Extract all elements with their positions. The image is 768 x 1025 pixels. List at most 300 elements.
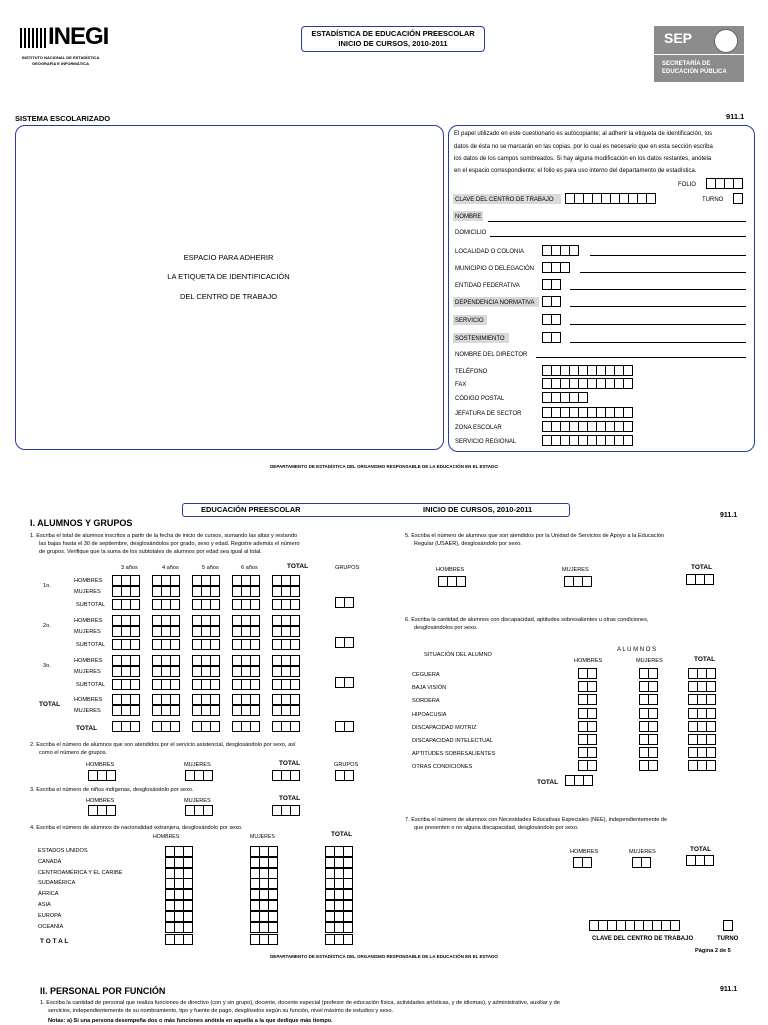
input-cell[interactable]: [183, 911, 193, 922]
q4-mujeres-cells[interactable]: [250, 857, 278, 868]
q4-total-total[interactable]: [325, 934, 353, 945]
sostenimiento-cells[interactable]: [542, 332, 561, 343]
q4-total-hombres[interactable]: [165, 934, 193, 945]
input-cell[interactable]: [344, 637, 354, 648]
q2-grupos-cells[interactable]: [335, 770, 354, 781]
input-cell[interactable]: [587, 747, 597, 758]
q1-grupos-header: GRUPOS: [335, 565, 360, 571]
input-cell[interactable]: [343, 846, 353, 857]
q7-mujeres-cells[interactable]: [632, 857, 651, 868]
q1-total-r2-c2[interactable]: [152, 705, 180, 716]
q1-cells-g1-r3-c2[interactable]: [152, 599, 180, 610]
q4-mujeres-cells[interactable]: [250, 846, 278, 857]
q4-total-cells[interactable]: [325, 878, 353, 889]
q4-total-cells[interactable]: [325, 889, 353, 900]
q4-hombres-cells[interactable]: [165, 911, 193, 922]
q4-hombres-cells[interactable]: [165, 857, 193, 868]
input-cell[interactable]: [183, 900, 193, 911]
input-cell[interactable]: [290, 599, 300, 610]
input-cell[interactable]: [268, 857, 278, 868]
q1-grandtotal-c4[interactable]: [232, 721, 260, 732]
q1-cells-g3-r1-c5[interactable]: [272, 655, 300, 666]
q1-cells-g1-r1-c2[interactable]: [152, 575, 180, 586]
q4-hombres-cells[interactable]: [165, 846, 193, 857]
q1-total-r1-c2[interactable]: [152, 694, 180, 705]
q1-cells-g3-r1-c1[interactable]: [112, 655, 140, 666]
input-cell[interactable]: [706, 734, 716, 745]
input-cell[interactable]: [183, 878, 193, 889]
q6-total-cells[interactable]: [688, 694, 716, 705]
input-cell[interactable]: [170, 705, 180, 716]
dependencia-cells[interactable]: [542, 296, 561, 307]
q1-total-r1-c1[interactable]: [112, 694, 140, 705]
input-cell[interactable]: [587, 734, 597, 745]
localidad-cells[interactable]: [542, 245, 579, 256]
input-cell[interactable]: [250, 599, 260, 610]
q1-total-r1-c3[interactable]: [192, 694, 220, 705]
input-cell[interactable]: [587, 681, 597, 692]
q4-total-cells[interactable]: [325, 922, 353, 933]
q2-mujeres-cells[interactable]: [185, 770, 213, 781]
input-cell[interactable]: [210, 694, 220, 705]
servicio-line[interactable]: [570, 324, 746, 325]
q1-cells-g1-r2-c4[interactable]: [232, 586, 260, 597]
q5-total-cells[interactable]: [686, 574, 714, 585]
country-label: ESTADOS UNIDOS: [38, 848, 88, 854]
input-cell[interactable]: [343, 922, 353, 933]
input-cell[interactable]: [210, 666, 220, 677]
q6-mujeres: MUJERES: [636, 658, 663, 664]
input-cell[interactable]: [210, 721, 220, 732]
input-cell[interactable]: [706, 708, 716, 719]
cp-cells[interactable]: [542, 392, 588, 403]
input-cell[interactable]: [268, 846, 278, 857]
q4-total-cells[interactable]: [325, 900, 353, 911]
q7-hombres-cells[interactable]: [573, 857, 592, 868]
sep-sub2: EDUCACIÓN PÚBLICA: [662, 69, 727, 75]
q1-cells-g3-r2-c5[interactable]: [272, 666, 300, 677]
q4-hombres-cells[interactable]: [165, 922, 193, 933]
q2-mujeres: MUJERES: [184, 762, 211, 768]
input-cell[interactable]: [210, 705, 220, 716]
input-cell[interactable]: [290, 694, 300, 705]
input-cell[interactable]: [170, 599, 180, 610]
fax-cells[interactable]: [542, 378, 633, 389]
q4-total-cells[interactable]: [325, 868, 353, 879]
input-cell[interactable]: [210, 586, 220, 597]
municipio-line[interactable]: [580, 272, 746, 273]
q6-total-cells[interactable]: [565, 775, 593, 786]
q5-hombres: HOMBRES: [436, 567, 465, 573]
q1-cells-g2-r1-c3[interactable]: [192, 615, 220, 626]
jefatura-cells[interactable]: [542, 407, 633, 418]
input-cell[interactable]: [130, 615, 140, 626]
cp-label: CÓDIGO POSTAL: [455, 396, 505, 402]
q1-grandtotal-c3[interactable]: [192, 721, 220, 732]
q6-total-cells[interactable]: [688, 721, 716, 732]
input-cell[interactable]: [648, 747, 658, 758]
q1-cells-g3-r3-c5[interactable]: [272, 679, 300, 690]
input-cell[interactable]: [130, 705, 140, 716]
q1-cells-g3-r1-c4[interactable]: [232, 655, 260, 666]
input-cell[interactable]: [210, 575, 220, 586]
telefono-cells[interactable]: [542, 365, 633, 376]
q4-total-cells[interactable]: [325, 911, 353, 922]
input-cell[interactable]: [343, 868, 353, 879]
q1-cells-g1-r1-c1[interactable]: [112, 575, 140, 586]
input-cell[interactable]: [170, 679, 180, 690]
input-cell[interactable]: [170, 586, 180, 597]
input-cell[interactable]: [587, 721, 597, 732]
input-cell[interactable]: [648, 694, 658, 705]
nombre-line[interactable]: [488, 221, 746, 222]
input-cell[interactable]: [706, 694, 716, 705]
q1-cells-g1-r1-c3[interactable]: [192, 575, 220, 586]
q4-total-cells[interactable]: [325, 846, 353, 857]
input-cell[interactable]: [268, 900, 278, 911]
input-cell[interactable]: [648, 734, 658, 745]
q4-mujeres-cells[interactable]: [250, 911, 278, 922]
input-cell[interactable]: [587, 668, 597, 679]
q1-cells-g3-r2-c4[interactable]: [232, 666, 260, 677]
input-cell[interactable]: [210, 655, 220, 666]
q1-cells-g2-r2-c3[interactable]: [192, 626, 220, 637]
country-label: CANADÁ: [38, 858, 62, 865]
input-cell[interactable]: [210, 626, 220, 637]
q1-cells-g1-r2-c1[interactable]: [112, 586, 140, 597]
dependencia-line[interactable]: [570, 306, 746, 307]
q5-hombres-cells[interactable]: [438, 576, 466, 587]
input-cell[interactable]: [183, 922, 193, 933]
input-cell[interactable]: [250, 705, 260, 716]
q1-cells-g2-r2-c1[interactable]: [112, 626, 140, 637]
q6-mujeres-cells[interactable]: [639, 681, 658, 692]
input-cell[interactable]: [268, 889, 278, 900]
input-cell[interactable]: [343, 889, 353, 900]
input-cell[interactable]: [183, 934, 193, 945]
localidad-label: LOCALIDAD O COLONIA: [455, 249, 525, 255]
input-cell[interactable]: [290, 666, 300, 677]
input-cell[interactable]: [290, 626, 300, 637]
q4-total-cells[interactable]: [325, 857, 353, 868]
input-cell[interactable]: [290, 615, 300, 626]
input-cell[interactable]: [170, 639, 180, 650]
q1-grupos-total[interactable]: [335, 721, 354, 732]
input-cell[interactable]: [250, 694, 260, 705]
q6-mujeres-cells[interactable]: [639, 721, 658, 732]
input-cell[interactable]: [170, 694, 180, 705]
q1-cells-g3-r3-c3[interactable]: [192, 679, 220, 690]
sostenimiento-line[interactable]: [570, 342, 746, 343]
q1-cells-g2-r2-c2[interactable]: [152, 626, 180, 637]
q1-cells-g2-r2-c5[interactable]: [272, 626, 300, 637]
input-cell[interactable]: [130, 655, 140, 666]
q1-total-r1-c4[interactable]: [232, 694, 260, 705]
form-number-1: 911.1: [726, 112, 745, 121]
q1-cells-g1-r3-c4[interactable]: [232, 599, 260, 610]
q1-cells-g1-r2-c2[interactable]: [152, 586, 180, 597]
input-cell[interactable]: [343, 900, 353, 911]
input-cell[interactable]: [648, 668, 658, 679]
q6-mujeres-cells[interactable]: [639, 760, 658, 771]
input-cell[interactable]: [210, 679, 220, 690]
input-cell[interactable]: [290, 655, 300, 666]
q6-hombres-cells[interactable]: [578, 681, 597, 692]
entidad-line[interactable]: [570, 289, 746, 290]
q6-hombres-cells[interactable]: [578, 721, 597, 732]
input-cell[interactable]: [268, 878, 278, 889]
q3-mujeres-cells[interactable]: [185, 805, 213, 816]
q4-mujeres-cells[interactable]: [250, 900, 278, 911]
q6-hombres-cells[interactable]: [578, 760, 597, 771]
condition-label: DISCAPACIDAD MOTRIZ: [412, 724, 477, 731]
hombres-label: HOMBRES: [74, 618, 103, 624]
q6-mujeres-cells[interactable]: [639, 668, 658, 679]
input-cell[interactable]: [210, 615, 220, 626]
q1-cells-g2-r3-c1[interactable]: [112, 639, 140, 650]
turno-cells[interactable]: [733, 193, 743, 204]
q1-cells-g2-r2-c4[interactable]: [232, 626, 260, 637]
q1-grandtotal-c2[interactable]: [152, 721, 180, 732]
q1-cells-g2-r1-c4[interactable]: [232, 615, 260, 626]
q6-hombres-cells[interactable]: [578, 668, 597, 679]
q4-total: TOTAL: [331, 831, 353, 838]
input-cell[interactable]: [268, 911, 278, 922]
input-cell[interactable]: [250, 639, 260, 650]
input-cell[interactable]: [290, 639, 300, 650]
input-cell[interactable]: [343, 857, 353, 868]
header-title2: INICIO DE CURSOS, 2010-2011: [338, 39, 448, 48]
q4-mujeres-cells[interactable]: [250, 868, 278, 879]
input-cell[interactable]: [344, 597, 354, 608]
input-cell[interactable]: [344, 721, 354, 732]
q4-mujeres-cells[interactable]: [250, 889, 278, 900]
q2-grupos: GRUPOS: [334, 762, 359, 768]
q3-hombres-cells[interactable]: [88, 805, 116, 816]
q6-total-cells[interactable]: [688, 668, 716, 679]
input-cell[interactable]: [290, 705, 300, 716]
q1-cells-g1-r1-c5[interactable]: [272, 575, 300, 586]
input-cell[interactable]: [183, 868, 193, 879]
q1-cells-g1-r3-c5[interactable]: [272, 599, 300, 610]
input-cell[interactable]: [183, 889, 193, 900]
q1-total-r1-c5[interactable]: [272, 694, 300, 705]
input-cell[interactable]: [170, 626, 180, 637]
input-cell[interactable]: [648, 681, 658, 692]
q1-cells-g3-r1-c2[interactable]: [152, 655, 180, 666]
input-cell[interactable]: [250, 679, 260, 690]
q1-cells-g3-r3-c4[interactable]: [232, 679, 260, 690]
q1-cells-g3-r3-c2[interactable]: [152, 679, 180, 690]
header-title1: ESTADÍSTICA DE EDUCACIÓN PREESCOLAR: [311, 29, 475, 38]
q4-total-mujeres[interactable]: [250, 934, 278, 945]
input-cell[interactable]: [290, 575, 300, 586]
q1-cells-g3-r2-c2[interactable]: [152, 666, 180, 677]
input-cell[interactable]: [250, 626, 260, 637]
q4-hombres-cells[interactable]: [165, 900, 193, 911]
q2-hombres-cells[interactable]: [88, 770, 116, 781]
q1-total-r2-c1[interactable]: [112, 705, 140, 716]
input-cell[interactable]: [706, 747, 716, 758]
input-cell[interactable]: [587, 708, 597, 719]
input-cell[interactable]: [587, 760, 597, 771]
q1-cells-g3-r2-c1[interactable]: [112, 666, 140, 677]
q1-total-header: TOTAL: [287, 563, 309, 570]
input-cell[interactable]: [587, 694, 597, 705]
input-cell[interactable]: [250, 615, 260, 626]
input-cell[interactable]: [343, 878, 353, 889]
input-cell[interactable]: [250, 721, 260, 732]
q6-hombres-cells[interactable]: [578, 747, 597, 758]
q1-cells-g2-r3-c2[interactable]: [152, 639, 180, 650]
input-cell[interactable]: [183, 846, 193, 857]
label-area[interactable]: [15, 125, 444, 450]
director-line[interactable]: [536, 357, 746, 358]
input-cell[interactable]: [648, 721, 658, 732]
q1-cells-g2-r1-c2[interactable]: [152, 615, 180, 626]
input-cell[interactable]: [170, 615, 180, 626]
q2-total-cells[interactable]: [272, 770, 300, 781]
q1-cells-g2-r1-c1[interactable]: [112, 615, 140, 626]
servicio-cells[interactable]: [542, 314, 561, 325]
input-cell[interactable]: [130, 599, 140, 610]
q6-total-cells[interactable]: [688, 734, 716, 745]
input-cell[interactable]: [268, 868, 278, 879]
input-cell[interactable]: [290, 586, 300, 597]
q1-total-r2-c5[interactable]: [272, 705, 300, 716]
q1-grandtotal-c5[interactable]: [272, 721, 300, 732]
q1-cells-g2-r3-c4[interactable]: [232, 639, 260, 650]
input-cell[interactable]: [130, 679, 140, 690]
q6-total-cells[interactable]: [688, 681, 716, 692]
q4-hombres-cells[interactable]: [165, 868, 193, 879]
q3-total-cells[interactable]: [272, 805, 300, 816]
input-cell[interactable]: [344, 677, 354, 688]
input-cell[interactable]: [130, 575, 140, 586]
hombres-label: HOMBRES: [74, 697, 103, 703]
input-cell[interactable]: [170, 721, 180, 732]
q7-total-cells[interactable]: [686, 855, 714, 866]
q6-total-cells[interactable]: [688, 760, 716, 771]
q6-mujeres-cells[interactable]: [639, 708, 658, 719]
input-cell[interactable]: [268, 934, 278, 945]
input-cell[interactable]: [343, 911, 353, 922]
municipio-cells[interactable]: [542, 262, 570, 273]
input-cell[interactable]: [130, 721, 140, 732]
q6-total-cells[interactable]: [688, 708, 716, 719]
clave-cells[interactable]: [565, 193, 656, 204]
country-label: ÁFRICA: [38, 891, 59, 898]
input-cell[interactable]: [343, 934, 353, 945]
q1-cells-g1-r3-c3[interactable]: [192, 599, 220, 610]
q1-total-r2-c4[interactable]: [232, 705, 260, 716]
input-cell[interactable]: [170, 666, 180, 677]
q4-hombres-cells[interactable]: [165, 878, 193, 889]
p2-turno-cells[interactable]: [723, 920, 733, 931]
q6-mujeres-cells[interactable]: [639, 694, 658, 705]
input-cell[interactable]: [210, 599, 220, 610]
q6-total-cells[interactable]: [688, 747, 716, 758]
q4-mujeres-cells[interactable]: [250, 922, 278, 933]
input-cell[interactable]: [130, 626, 140, 637]
input-cell[interactable]: [648, 708, 658, 719]
q6-hombres-cells[interactable]: [578, 708, 597, 719]
q1-grupos-g3[interactable]: [335, 677, 354, 688]
q6-mujeres-cells[interactable]: [639, 747, 658, 758]
q1-grupos-g2[interactable]: [335, 637, 354, 648]
q1-cells-g2-r3-c3[interactable]: [192, 639, 220, 650]
q1-cells-g2-r1-c5[interactable]: [272, 615, 300, 626]
input-cell[interactable]: [170, 655, 180, 666]
q1-cells-g1-r3-c1[interactable]: [112, 599, 140, 610]
q1-cells-g1-r1-c4[interactable]: [232, 575, 260, 586]
input-cell[interactable]: [210, 639, 220, 650]
folio-cells[interactable]: [706, 178, 743, 189]
domicilio-line[interactable]: [490, 236, 746, 237]
input-cell[interactable]: [170, 575, 180, 586]
input-cell[interactable]: [130, 694, 140, 705]
input-cell[interactable]: [706, 668, 716, 679]
q4-mujeres-cells[interactable]: [250, 878, 278, 889]
zona-cells[interactable]: [542, 421, 633, 432]
regional-cells[interactable]: [542, 435, 633, 446]
input-cell[interactable]: [250, 655, 260, 666]
input-cell[interactable]: [183, 857, 193, 868]
q1-total-r2-c3[interactable]: [192, 705, 220, 716]
q6-hombres-cells[interactable]: [578, 734, 597, 745]
q4-hombres-cells[interactable]: [165, 889, 193, 900]
input-cell[interactable]: [706, 681, 716, 692]
q5-mujeres-cells[interactable]: [564, 576, 592, 587]
q6-mujeres-cells[interactable]: [639, 734, 658, 745]
localidad-line[interactable]: [590, 255, 746, 256]
q1-cells-g3-r2-c3[interactable]: [192, 666, 220, 677]
q1-line1: 1. Escriba el total de alumnos inscritos a partir de la fecha de inicio de cursos, sumando las altas y restando: [30, 533, 298, 539]
input-cell[interactable]: [130, 639, 140, 650]
mujeres-label: MUJERES: [74, 708, 101, 714]
input-cell[interactable]: [250, 666, 260, 677]
input-cell[interactable]: [130, 666, 140, 677]
q3-mujeres: MUJERES: [184, 798, 211, 804]
input-cell[interactable]: [706, 721, 716, 732]
input-cell[interactable]: [250, 575, 260, 586]
q1-cells-g3-r1-c3[interactable]: [192, 655, 220, 666]
input-cell[interactable]: [706, 760, 716, 771]
sostenimiento-label: SOSTENIMIENTO: [455, 336, 505, 342]
q1-cells-g3-r3-c1[interactable]: [112, 679, 140, 690]
clave-label: CLAVE DEL CENTRO DE TRABAJO: [455, 197, 554, 203]
q1-cells-g1-r2-c3[interactable]: [192, 586, 220, 597]
input-cell[interactable]: [290, 721, 300, 732]
q7-hombres: HOMBRES: [570, 849, 599, 855]
entidad-cells[interactable]: [542, 279, 561, 290]
q1-grandtotal-c1[interactable]: [112, 721, 140, 732]
q1-cells-g2-r3-c5[interactable]: [272, 639, 300, 650]
q4-hombres: HOMBRES: [153, 834, 180, 840]
input-cell[interactable]: [268, 922, 278, 933]
input-cell[interactable]: [290, 679, 300, 690]
input-cell[interactable]: [648, 760, 658, 771]
q6-hombres-cells[interactable]: [578, 694, 597, 705]
q1-cells-g1-r2-c5[interactable]: [272, 586, 300, 597]
input-cell[interactable]: [130, 586, 140, 597]
input-cell[interactable]: [250, 586, 260, 597]
p2-clave-cells[interactable]: [589, 920, 680, 931]
logo-mark-icon: [20, 28, 48, 48]
q5-mujeres: MUJERES: [562, 567, 589, 573]
q1-grupos-g1[interactable]: [335, 597, 354, 608]
zona-label: ZONA ESCOLAR: [455, 425, 502, 431]
